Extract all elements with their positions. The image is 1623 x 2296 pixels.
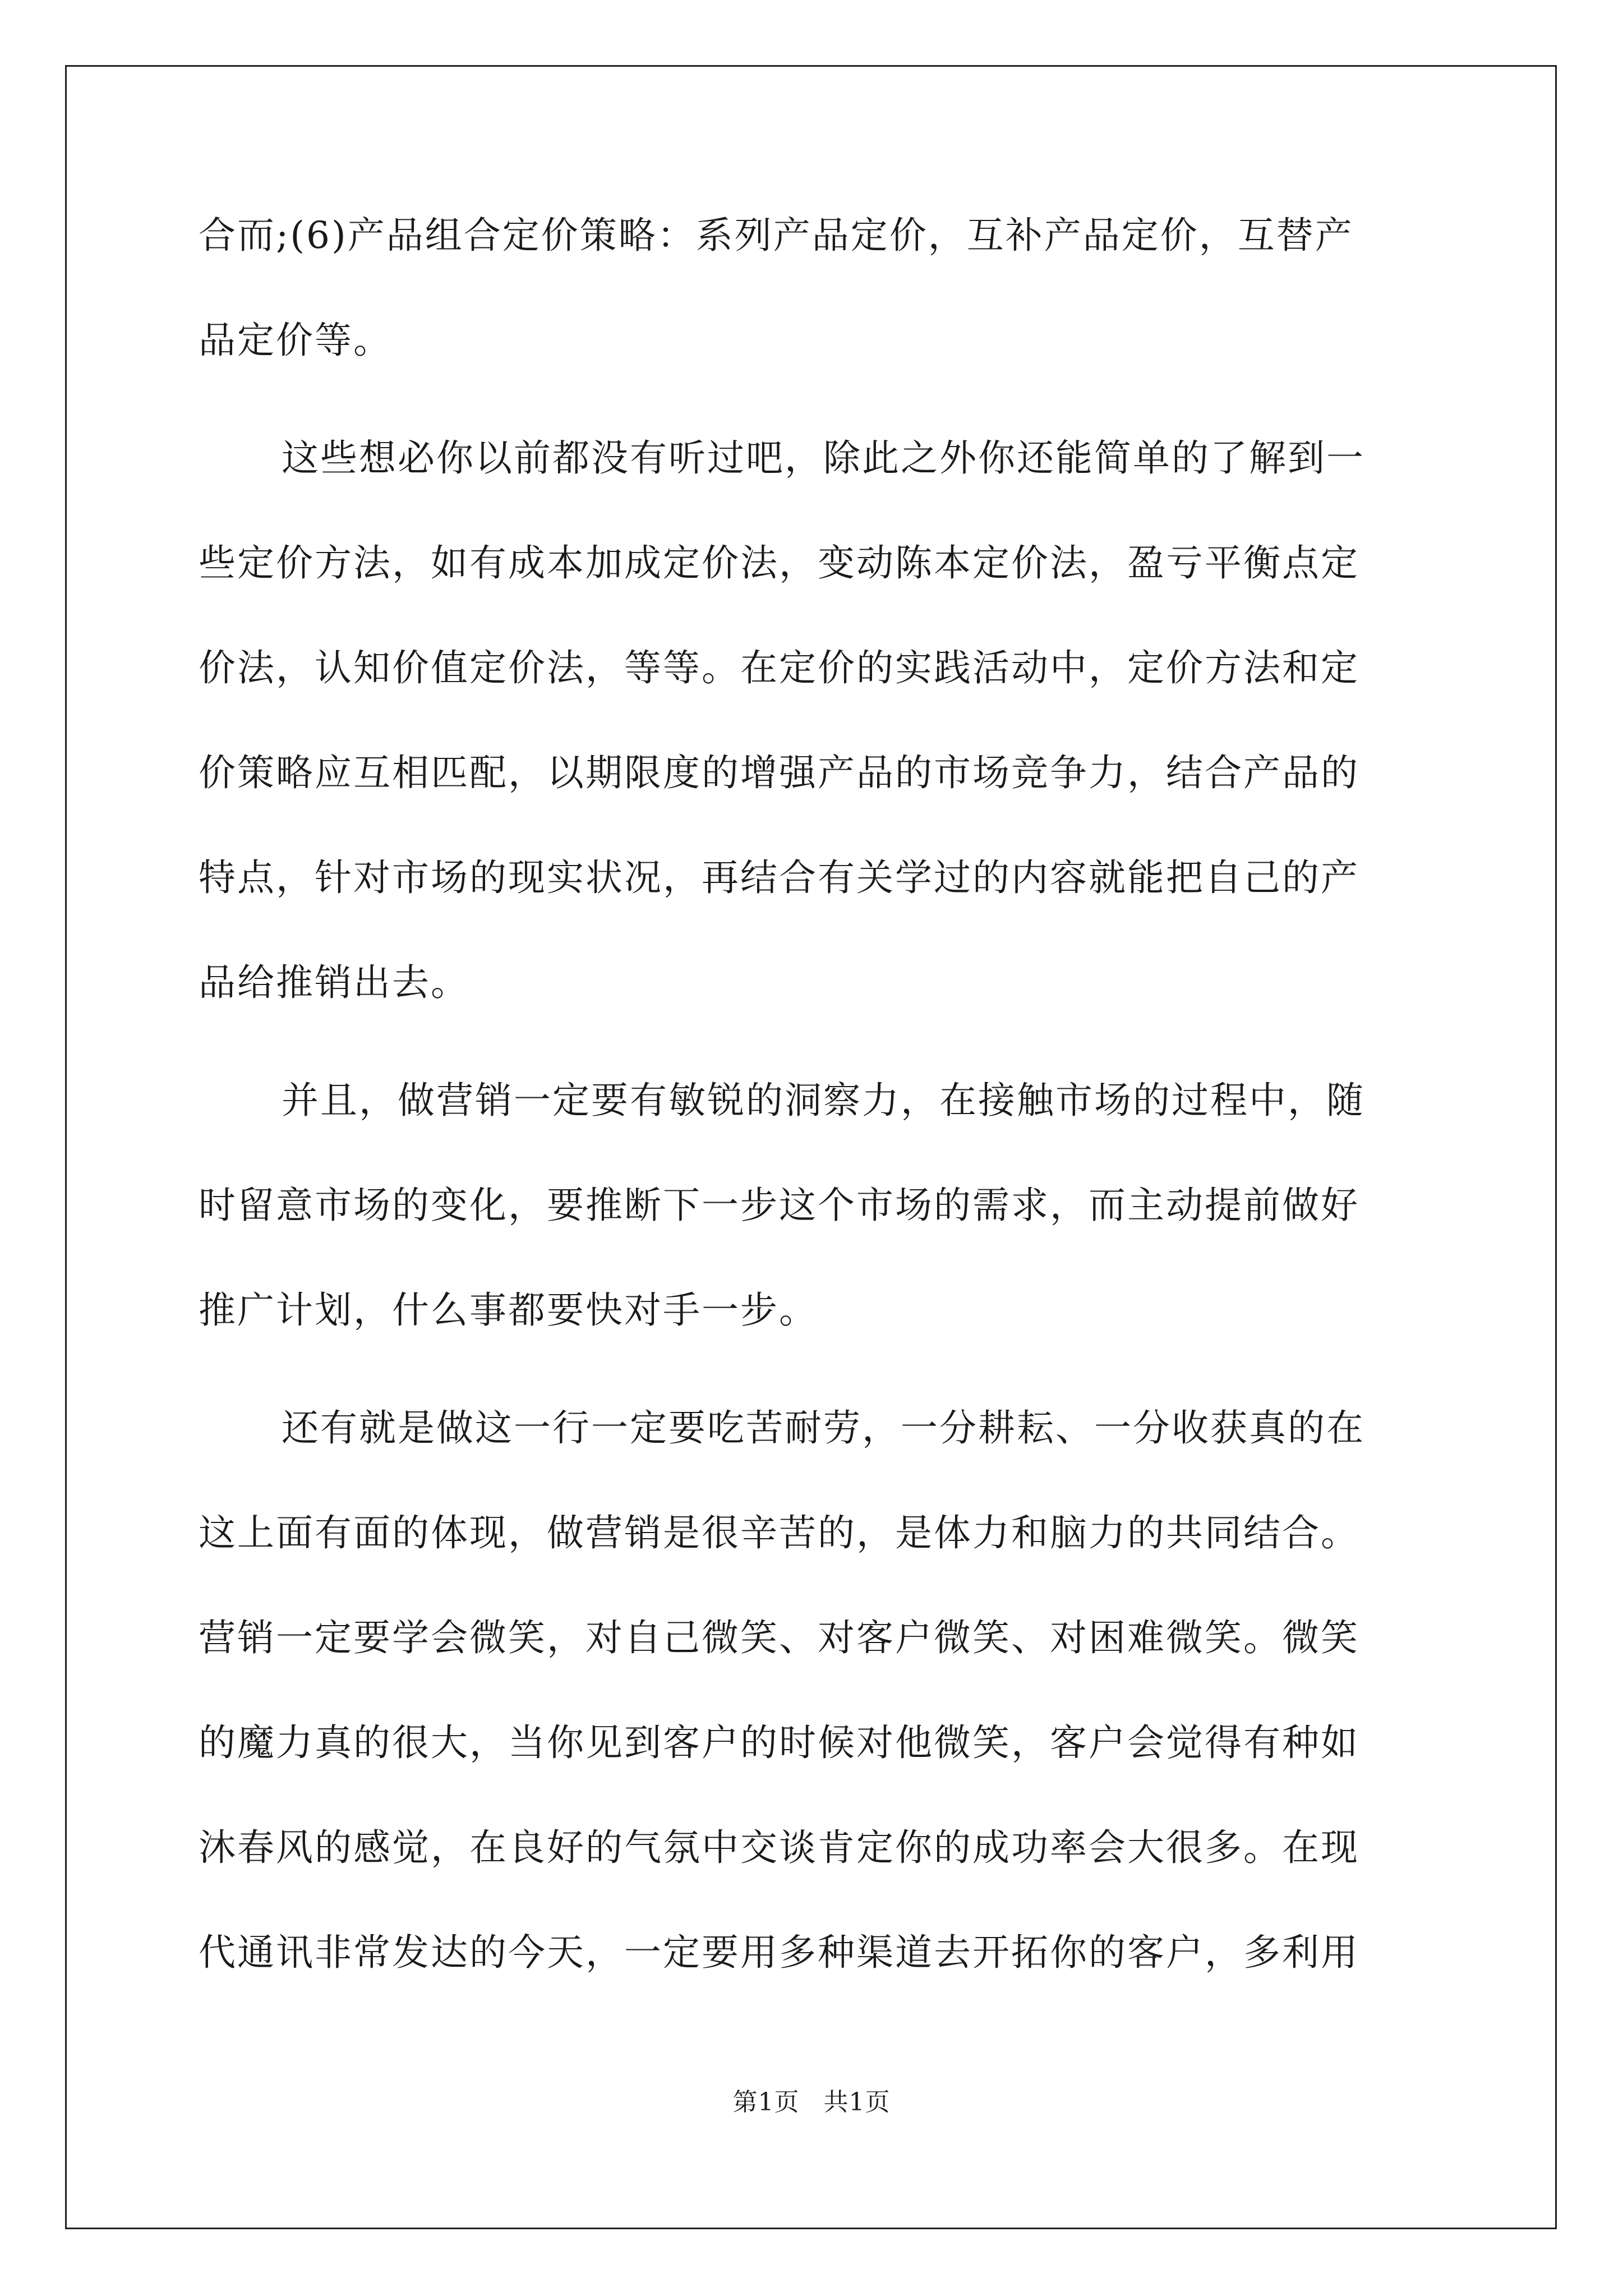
text-line: 的魔力真的很大，当你见到客户的时候对他微笑，客户会觉得有种如 (199, 1721, 1359, 1764)
text-line: 营销一定要学会微笑，对自己微笑、对客户微笑、对困难微笑。微笑 (199, 1616, 1359, 1659)
text-line: 品给推销出去。 (199, 961, 469, 1004)
page-total: 共1页 (823, 2088, 891, 2116)
text-line: 这些想必你以前都没有听过吧，除此之外你还能简单的了解到一 (282, 436, 1365, 480)
page-number: 第1页 (732, 2088, 800, 2116)
text-line: 并且，做营销一定要有敏锐的洞察力，在接触市场的过程中，随 (282, 1079, 1365, 1122)
text-line: 些定价方法，如有成本加成定价法，变动陈本定价法，盈亏平衡点定 (199, 541, 1359, 585)
text-line: 还有就是做这一行一定要吃苦耐劳，一分耕耘、一分收获真的在 (282, 1406, 1365, 1450)
text-line: 特点，针对市场的现实状况，再结合有关学过的内容就能把自己的产 (199, 856, 1359, 899)
text-line: 合而;(6)产品组合定价策略：系列产品定价，互补产品定价，互替产 (199, 214, 1354, 257)
text-line: 沐春风的感觉，在良好的气氛中交谈肯定你的成功率会大很多。在现 (199, 1826, 1359, 1869)
text-line: 品定价等。 (199, 319, 392, 362)
page-border (65, 65, 1557, 2229)
text-line: 推广计划，什么事都要快对手一步。 (199, 1289, 818, 1332)
text-line: 代通讯非常发达的今天，一定要用多种渠道去开拓你的客户，多利用 (199, 1931, 1359, 1974)
text-line: 这上面有面的体现，做营销是很辛苦的，是体力和脑力的共同结合。 (199, 1511, 1359, 1554)
text-line: 价策略应互相匹配，以期限度的增强产品的市场竞争力，结合产品的 (199, 751, 1359, 794)
text-line: 价法，认知价值定价法，等等。在定价的实践活动中，定价方法和定 (199, 646, 1359, 689)
text-line: 时留意市场的变化，要推断下一步这个市场的需求，而主动提前做好 (199, 1184, 1359, 1227)
page-footer (0, 2086, 1623, 2119)
